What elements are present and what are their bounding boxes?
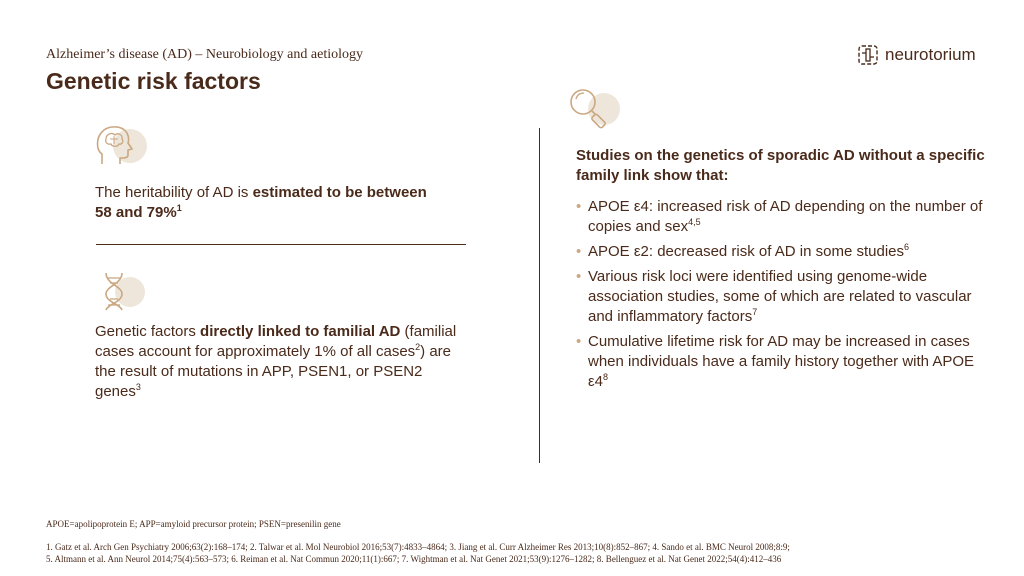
- abbreviations: APOE=apolipoprotein E; APP=amyloid precursor protein; PSEN=presenilin gene: [46, 519, 341, 529]
- section-subtitle: Alzheimer’s disease (AD) – Neurobiology and aetiology: [46, 47, 363, 62]
- finding-text: APOE ε2: decreased risk of AD in some studies: [588, 243, 904, 260]
- list-item: • Cumulative lifetime risk for AD may be increased in cases when individuals have a family history together with APOE $\varepsilon 4^8$: [576, 333, 975, 390]
- heritability-ref: 1: [176, 203, 182, 213]
- heritability-plain: The heritability of AD is: [95, 184, 253, 201]
- heritability-bold: estimated to be between 58 and 79%: [95, 184, 427, 221]
- familial-ref-2: 3: [135, 382, 141, 392]
- head-brain-icon: [92, 122, 150, 168]
- brand-logo: [857, 44, 976, 66]
- finding-text: APOE ε4: increased risk of AD depending on the number of copies and sex: [588, 198, 983, 235]
- sporadic-ad-heading: Studies on the genetics of sporadic AD without a specific family link show that:: [576, 147, 985, 184]
- finding-ref: 7: [752, 307, 758, 317]
- magnifier-icon: [566, 85, 622, 133]
- references-line-1: 1. Gatz et al. Arch Gen Psychiatry 2006;63(2):168–174; 2. Talwar et al. Mol Neurobiol 2016;53(7):4833–4864; 3. Jiang et al. Curr Alzheimer Res 2013;10(8):852–867; 4. Sando et al. BMC Neurol 2008;8:9;: [46, 542, 790, 552]
- familial-ref-1: 2: [415, 342, 421, 352]
- finding-ref: 8: [603, 372, 609, 382]
- references-line-2: 5. Altmann et al. Ann Neurol 2014;75(4):563–573; 6. Reiman et al. Nat Commun 2020;11(1):667; 7. Wightman et al. Nat Genet 2021;53(9):1276–1282; 8. Bellenguez et al. Nat Genet 2022;54(4):412–436: [46, 554, 782, 564]
- familial-plain-2: (familial cases account for approximately 1% of all cases: [95, 323, 457, 360]
- list-item: • Various risk loci were identified using genome-wide association studies, some of which are related to vascular and inflammatory factors$^7$: [576, 268, 972, 325]
- horizontal-divider: [96, 244, 466, 245]
- familial-plain-1: Genetic factors: [95, 323, 201, 340]
- vertical-divider: [539, 128, 540, 463]
- familial-bold: directly linked to familial AD: [200, 323, 401, 340]
- finding-text: Various risk loci were identified using genome-wide association studies, some of which are related to vascular and inflammatory factors: [588, 268, 972, 325]
- dna-icon: [96, 270, 150, 312]
- brand-name: neurotorium: [885, 45, 976, 64]
- familial-plain-3: ) are the result of mutations in APP, PSEN1, or PSEN2 genes: [95, 343, 452, 400]
- familial-ad-text: [95, 322, 465, 402]
- finding-text: Cumulative lifetime risk for AD may be increased in cases when individuals have a family history together with APOE ε4: [588, 333, 975, 390]
- page-title: Genetic risk factors: [46, 68, 261, 94]
- finding-ref: 6: [904, 242, 910, 252]
- neurotorium-logo-icon: [857, 44, 879, 66]
- list-item: • APOE ε2: decreased risk of AD in some studies$^6$: [576, 242, 910, 260]
- heritability-text: [95, 183, 435, 223]
- references: [46, 541, 790, 565]
- list-item: • APOE ε4: increased risk of AD depending on the number of copies and sex$^{4,5}$: [576, 198, 983, 235]
- findings-list: [576, 197, 996, 397]
- finding-ref: 4,5: [688, 217, 701, 227]
